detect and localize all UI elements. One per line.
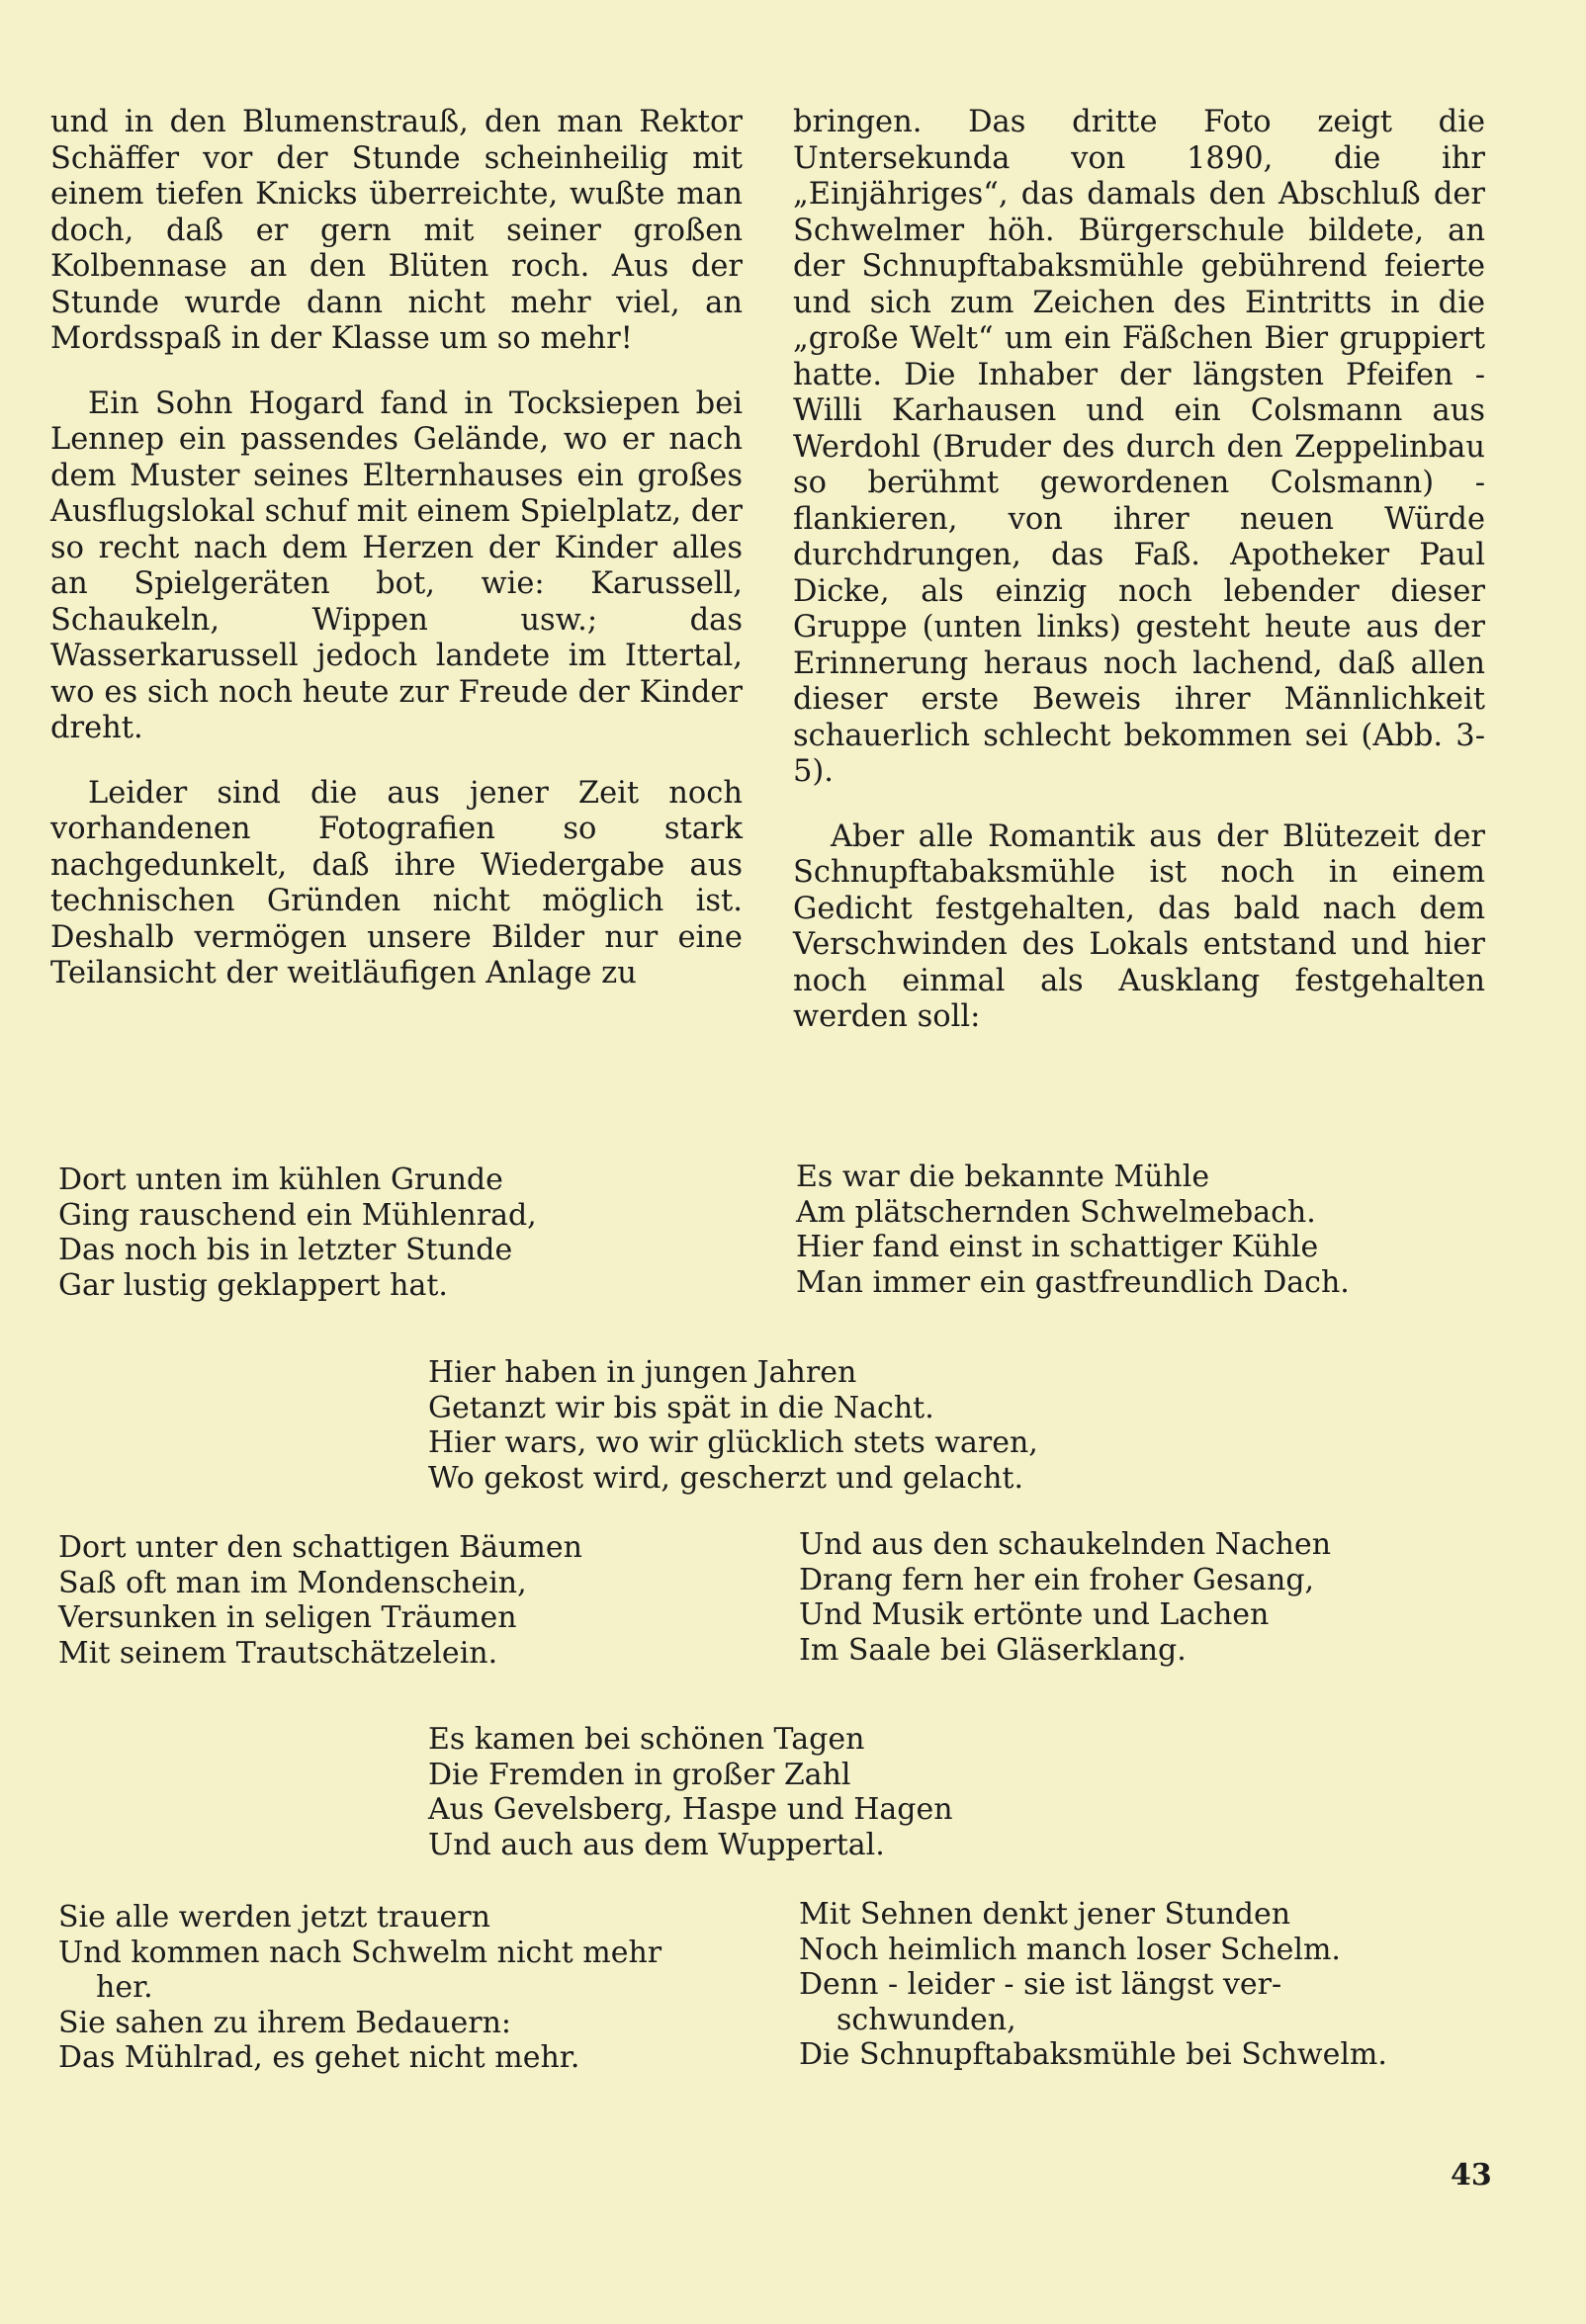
poem-line: Versunken in seligen Träumen [58, 1600, 517, 1635]
poem-line: Noch heimlich manch loser Schelm. [799, 1932, 1341, 1967]
poem-line: Mit Sehnen denkt jener Stunden [799, 1897, 1291, 1932]
page-number: 43 [1451, 2158, 1492, 2193]
poem-stanza-3 [428, 1355, 1038, 1496]
poem-line: Hier fand einst in schattiger Kühle [796, 1230, 1319, 1264]
article-left-column [50, 105, 743, 992]
poem-line: Das Mühlrad, es gehet nicht mehr. [58, 2040, 580, 2075]
poem-stanza-5 [799, 1527, 1331, 1668]
poem-stanza-4 [58, 1530, 582, 1671]
poem-line: Mit seinem Trautschätzelein. [58, 1635, 498, 1671]
poem-line: Und Musik ertönte und Lachen [799, 1597, 1270, 1632]
paragraph: Leider sind die aus jener Zeit noch vorhandenen Fotografien so stark nachgedunkelt, daß ihre Wiedergabe aus technischen Gründen nicht möglich ist. Deshalb vermögen unsere Bilder nur eine Teilansicht der weitläufigen Anlage zu [50, 775, 743, 990]
poem-line: Dort unten im kühlen Grunde [58, 1162, 503, 1197]
poem-line: her. [96, 1970, 153, 2005]
poem-line: Es kamen bei schönen Tagen [428, 1722, 865, 1757]
poem-line: Saß oft man im Mondenschein, [58, 1565, 527, 1600]
poem-line: Und auch aus dem Wuppertal. [428, 1827, 885, 1862]
poem-line: Hier haben in jungen Jahren [428, 1355, 857, 1390]
paragraph: bringen. Das dritte Foto zeigt die Untersekunda von 1890, die ihr „Einjähriges“, das damals den Abschluß der Schwelmer höh. Bürgerschule bildete, an der Schnupftabaksmühle gebührend feierte und sich zum Zeichen des Eintritts in die „große Welt“ um ein Fäßchen Bier gruppiert hatte. Die Inhaber der längsten Pfeifen - Willi Karhausen und ein Colsmann aus Werdohl (Bruder des durch den Zeppelinbau so berühmt gewordenen Colsmann) - flankieren, von ihrer neuen Würde durchdrungen, das Faß. Apotheker Paul Dicke, als einzig noch lebender dieser Gruppe (unten links) gesteht heute aus der Erinnerung heraus noch lachend, daß allen dieser erste Beweis ihrer Männlichkeit schauerlich schlecht bekommen sei (Abb. 3-5). [793, 105, 1485, 789]
paragraph: Ein Sohn Hogard fand in Tocksiepen bei Lennep ein passendes Gelände, wo er nach dem Muster seines Elternhauses ein großes Ausflugslokal schuf mit einem Spielplatz, der so recht nach dem Herzen der Kinder alles an Spielgeräten bot, wie: Karussell, Schaukeln, Wippen usw.; das Wasserkarussell jedoch landete im Ittertal, wo es sich noch heute zur Freude der Kinder dreht. [50, 386, 743, 745]
article-right-column [793, 105, 1485, 1036]
poem-line: Sie sahen zu ihrem Bedauern: [58, 2005, 512, 2040]
poem-line: schwunden, [837, 2002, 1016, 2037]
poem-line: Das noch bis in letzter Stunde [58, 1233, 513, 1267]
poem-line: Ging rauschend ein Mühlenrad, [58, 1197, 537, 1233]
poem-line: Und kommen nach Schwelm nicht mehr [58, 1935, 662, 1970]
poem-line: Es war die bekannte Mühle [796, 1160, 1210, 1194]
poem-stanza-2 [796, 1160, 1350, 1300]
poem-stanza-6 [428, 1722, 953, 1862]
poem-stanza-8 [799, 1897, 1387, 2073]
poem-stanza-1 [58, 1162, 537, 1303]
paragraph: Aber alle Romantik aus der Blütezeit der Schnupftabaksmühle ist noch in einem Gedicht festgehalten, das bald nach dem Verschwinden des Lokals entstand und hier noch einmal als Ausklang festgehalten werden soll: [793, 818, 1485, 1034]
poem-line: Hier wars, wo wir glücklich stets waren, [428, 1425, 1038, 1460]
poem-stanza-7 [58, 1900, 661, 2076]
poem-line: Dort unter den schattigen Bäumen [58, 1530, 582, 1565]
poem-line: Getanzt wir bis spät in die Nacht. [428, 1390, 934, 1425]
poem-line: Drang fern her ein froher Gesang, [799, 1562, 1315, 1597]
poem-line: Wo gekost wird, gescherzt und gelacht. [428, 1460, 1023, 1496]
poem-line: Man immer ein gastfreundlich Dach. [796, 1264, 1350, 1300]
poem-line: Die Schnupftabaksmühle bei Schwelm. [799, 2037, 1387, 2072]
poem-line: Am plätschernden Schwelmebach. [796, 1194, 1316, 1230]
poem-line: Die Fremden in großer Zahl [428, 1757, 851, 1792]
poem-line: Sie alle werden jetzt trauern [58, 1900, 490, 1935]
poem-line: Und aus den schaukelnden Nachen [799, 1527, 1332, 1562]
paragraph: und in den Blumenstrauß, den man Rektor Schäffer vor der Stunde scheinheilig mit einem tiefen Knicks überreichte, wußte man doch, daß er gern mit seiner großen Kolbennase an den Blüten roch. Aus der Stunde wurde dann nicht mehr viel, an Mordsspaß in der Klasse um so mehr! [50, 105, 743, 356]
poem-line: Aus Gevelsberg, Haspe und Hagen [428, 1792, 953, 1827]
poem-line: Im Saale bei Gläserklang. [799, 1632, 1187, 1668]
poem-line: Denn - leider - sie ist längst ver- [799, 1967, 1282, 2002]
poem-line: Gar lustig geklappert hat. [58, 1267, 448, 1303]
